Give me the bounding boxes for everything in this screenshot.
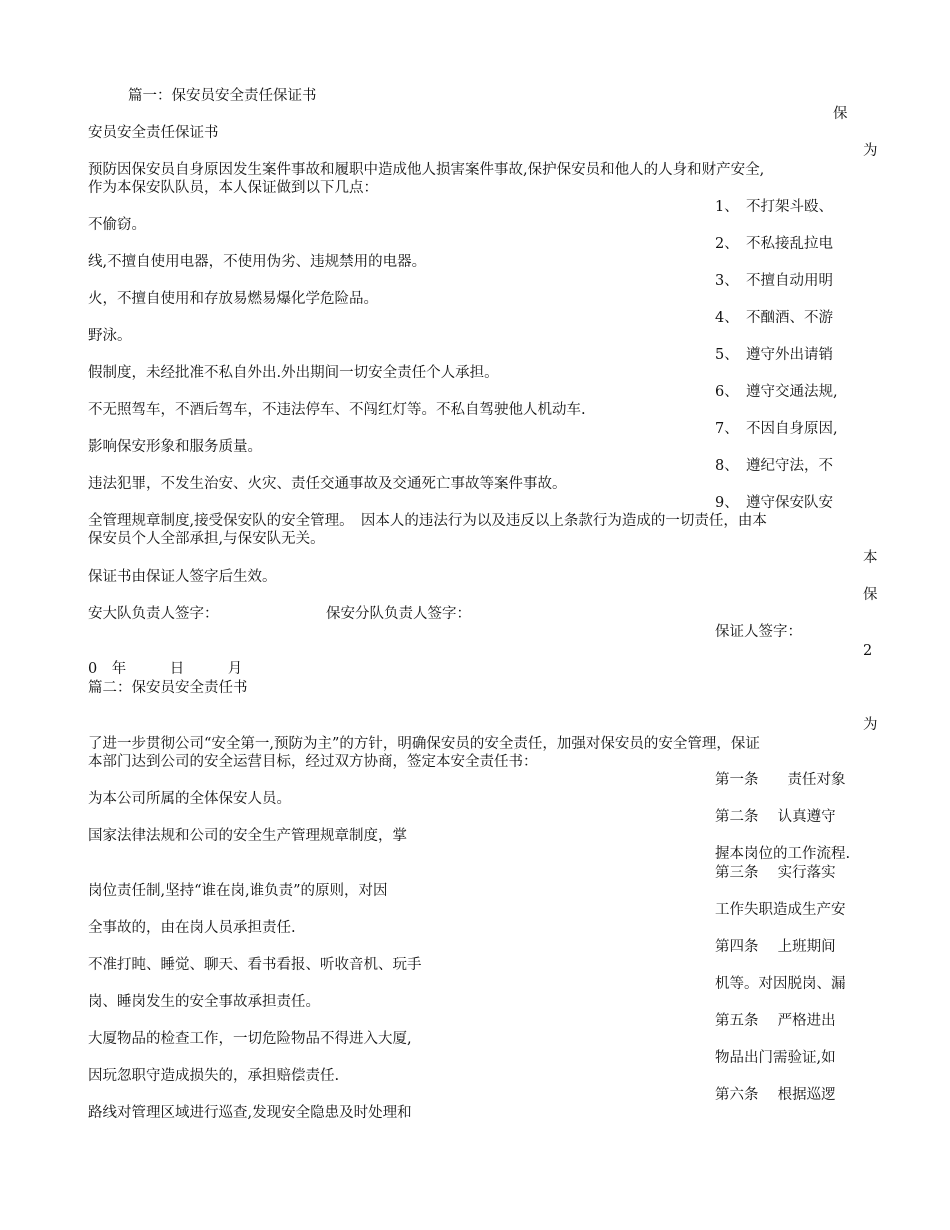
text-line: 本部门达到公司的安全运营目标，经过双方协商，签定本安全责任书： — [88, 754, 538, 770]
text-line: 保安员个人全部承担,与保安队无关。 — [88, 531, 325, 547]
text-fragment: 保 — [833, 106, 848, 122]
text-line: 作为本保安队队员，本人保证做到以下几点： — [88, 180, 378, 196]
text-line: 影响保安形象和服务质量。 — [88, 439, 262, 455]
text-fragment: 2 — [863, 643, 873, 659]
list-item: 5、 遵守外出请销 — [715, 347, 833, 363]
text-line: 因玩忽职守造成损失的，承担赔偿责任. — [88, 1068, 340, 1084]
text-line: 岗位责任制,坚持“谁在岗,谁负责”的原则，对因 — [88, 883, 388, 899]
text-line: 国家法律法规和公司的安全生产管理规章制度，掌 — [88, 828, 407, 844]
clause-heading: 第二条 认真遵守 — [715, 809, 836, 825]
list-item: 4、 不酗酒、不游 — [715, 310, 833, 326]
list-item: 3、 不擅自动用明 — [715, 273, 833, 289]
text-line: 大厦物品的检查工作，一切危险物品不得进入大厦, — [88, 1031, 412, 1047]
text-line: 不无照驾车，不酒后驾车，不违法停车、不闯红灯等。不私自驾驶他人机动车. — [88, 402, 586, 418]
text-line: 物品出门需验证,如 — [715, 1050, 836, 1066]
list-item: 8、 遵纪守法，不 — [715, 458, 833, 474]
squad-leader-signature-label: 保安分队负责人签字： — [326, 606, 471, 622]
text-line: 不准打盹、睡觉、聊天、看书看报、听收音机、玩手 — [88, 957, 422, 973]
text-fragment: 为 — [863, 717, 878, 733]
text-line: 火，不擅自使用和存放易燃易爆化学危险品。 — [88, 291, 378, 307]
clause-heading: 第六条 根据巡逻 — [715, 1087, 836, 1103]
text-fragment: 为 — [863, 143, 878, 159]
text-fragment: 本 — [863, 550, 878, 566]
list-item: 7、 不因自身原因, — [715, 421, 838, 437]
clause-heading: 第一条 责任对象 — [715, 772, 846, 788]
list-item: 6、 遵守交通法规, — [715, 384, 838, 400]
text-line: 假制度，未经批准不私自外出.外出期间一切安全责任个人承担。 — [88, 365, 499, 381]
text-line: 握本岗位的工作流程. — [715, 846, 851, 862]
text-line: 机等。对因脱岗、漏 — [715, 976, 846, 992]
text-line: 工作失职造成生产安 — [715, 902, 846, 918]
article-two-title: 篇二：保安员安全责任书 — [88, 680, 248, 696]
text-line: 保证书由保证人签字后生效。 — [88, 569, 277, 585]
clause-heading: 第五条 严格进出 — [715, 1013, 836, 1029]
text-line: 全事故的，由在岗人员承担责任. — [88, 920, 296, 936]
text-line: 了进一步贯彻公司“安全第一,预防为主”的方针，明确保安员的安全责任，加强对保安员的安全管理，保证 — [88, 736, 760, 752]
text-fragment: 保 — [863, 587, 878, 603]
text-line: 安员安全责任保证书 — [88, 125, 219, 141]
clause-heading: 第四条 上班期间 — [715, 939, 836, 955]
text-line: 野泳。 — [88, 328, 132, 344]
list-item: 2、 不私接乱拉电 — [715, 236, 833, 252]
text-line: 全管理规章制度,接受保安队的安全管理。 因本人的违法行为以及违反以上条款行为造成的一切责任，由本 — [88, 513, 767, 529]
clause-heading: 第三条 实行落实 — [715, 865, 836, 881]
text-line: 线,不擅自使用电器，不使用伪劣、违规禁用的电器。 — [88, 254, 427, 270]
brigade-leader-signature-label: 安大队负责人签字： — [88, 606, 219, 622]
text-line: 预防因保安员自身原因发生案件事故和履职中造成他人损害案件事故,保护保安员和他人的人身和财产安全, — [88, 162, 765, 178]
text-line: 为本公司所属的全体保安人员。 — [88, 791, 291, 807]
list-item: 1、 不打架斗殴、 — [715, 199, 833, 215]
list-item: 9、 遵守保安队安 — [715, 495, 833, 511]
guarantor-signature-label: 保证人签字： — [715, 624, 802, 640]
text-line: 不偷窃。 — [88, 217, 146, 233]
date-line: 0 年 日 月 — [88, 661, 243, 677]
text-line: 违法犯罪，不发生治安、火灾、责任交通事故及交通死亡事故等案件事故。 — [88, 476, 567, 492]
article-one-title: 篇一：保安员安全责任保证书 — [128, 88, 317, 104]
text-line: 路线对管理区域进行巡查,发现安全隐患及时处理和 — [88, 1105, 412, 1121]
text-line: 岗、睡岗发生的安全事故承担责任。 — [88, 994, 320, 1010]
